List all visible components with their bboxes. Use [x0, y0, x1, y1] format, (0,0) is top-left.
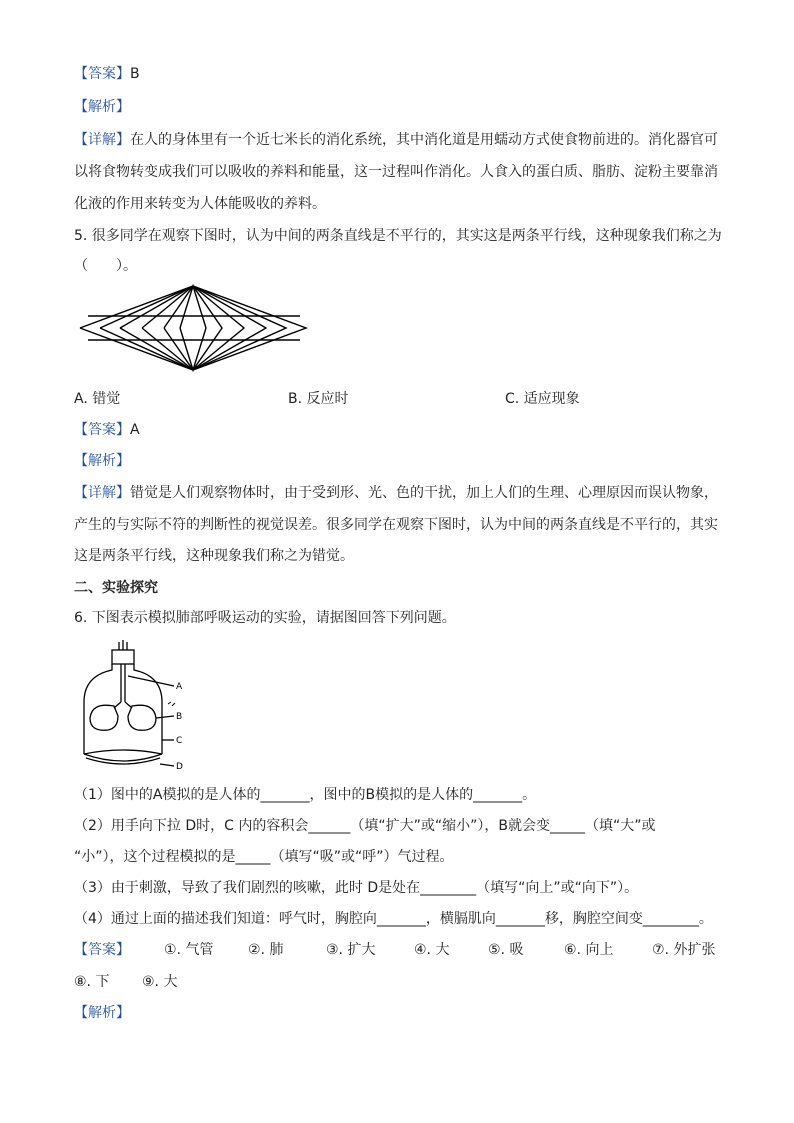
answer-item: ⑦. 外扩张	[652, 942, 716, 958]
detail-text: 在人的身体里有一个近七米长的消化系统，其中消化道是用蠕动方式使食物前进的。消化器官可	[130, 132, 718, 148]
answer-item: ⑨. 大	[142, 974, 178, 990]
detail-line-3: 化液的作用来转变为人体能吸收的养料。	[74, 196, 326, 212]
detail-tag: 【详解】	[74, 485, 130, 501]
label-a: A	[176, 682, 183, 692]
answer-tag: 【答案】	[74, 422, 130, 438]
option-c: C. 适应现象	[505, 391, 580, 407]
detail-line-3: 这是两条平行线，这种现象我们称之为错觉。	[74, 548, 354, 564]
answer-item: ①. 气管	[164, 942, 214, 958]
analysis-tag: 【解析】	[74, 1005, 130, 1021]
illusion-figure	[80, 286, 306, 372]
option-a: A. 错觉	[74, 391, 121, 407]
sub-question-2-cont: “小”），这个过程模拟的是_____（填写“吸”或“呼”）气过程。	[74, 849, 454, 865]
bell-jar-lung-model-figure	[78, 640, 198, 776]
answer-line	[74, 64, 140, 84]
answer-line	[74, 420, 140, 440]
label-c: C	[176, 736, 183, 746]
answer-item: ③. 扩大	[326, 942, 376, 958]
answer-value: B	[130, 66, 140, 82]
answer-item: ④. 大	[414, 942, 450, 958]
sub-question-2: （2）用手向下拉 D时，C 内的容积会______（填“扩大”或“缩小”），B就会变_____（填“大”或	[74, 818, 656, 834]
detail-text: 错觉是人们观察物体时，由于受到形、光、色的干扰，加上人们的生理、心理原因而误认物象，	[130, 485, 718, 501]
answer-item: ⑧. 下	[74, 974, 110, 990]
detail-line-2: 以将食物转变成我们可以吸收的养料和能量，这一过程叫作消化。人食入的蛋白质、脂肪、淀粉主要靠消	[74, 164, 718, 180]
answer-value: A	[130, 422, 140, 438]
answer-item: ⑥. 向上	[564, 942, 614, 958]
label-d: D	[176, 762, 183, 772]
detail-tag: 【详解】	[74, 132, 130, 148]
question-stem-cont: （ ）。	[74, 258, 137, 274]
answer-tag: 【答案】	[74, 66, 130, 82]
detail-line-2: 产生的与实际不符的判断性的视觉误差。很多同学在观察下图时，认为中间的两条直线是不平行的，其实	[74, 517, 718, 533]
sub-question-3: （3）由于刺激，导致了我们剧烈的咳嗽，此时 D是处在________（填写“向上”或“向下”）。	[74, 880, 639, 896]
question-stem: 6. 下图表示模拟肺部呼吸运动的实验，请据图回答下列问题。	[74, 610, 456, 626]
option-b: B. 反应时	[288, 391, 349, 407]
answer-item: ⑤. 吸	[488, 942, 524, 958]
detail-line-1	[74, 130, 718, 150]
answer-tag: 【答案】	[74, 942, 130, 958]
analysis-tag: 【解析】	[74, 453, 130, 469]
analysis-tag: 【解析】	[74, 99, 130, 115]
section-title: 二、实验探究	[74, 580, 158, 596]
label-b: B	[176, 712, 183, 722]
detail-line-1	[74, 483, 718, 503]
sub-question-4: （4）通过上面的描述我们知道：呼气时，胸腔向_______，横膈肌向_______移，胸腔空间变________。	[74, 911, 713, 927]
question-stem: 5. 很多同学在观察下图时，认为中间的两条直线是不平行的，其实这是两条平行线，这种现象我们称之为	[74, 228, 722, 244]
sub-question-1: （1）图中的A模拟的是人体的_______，图中的B模拟的是人体的_______。	[74, 787, 537, 803]
answer-item: ②. 肺	[248, 942, 284, 958]
